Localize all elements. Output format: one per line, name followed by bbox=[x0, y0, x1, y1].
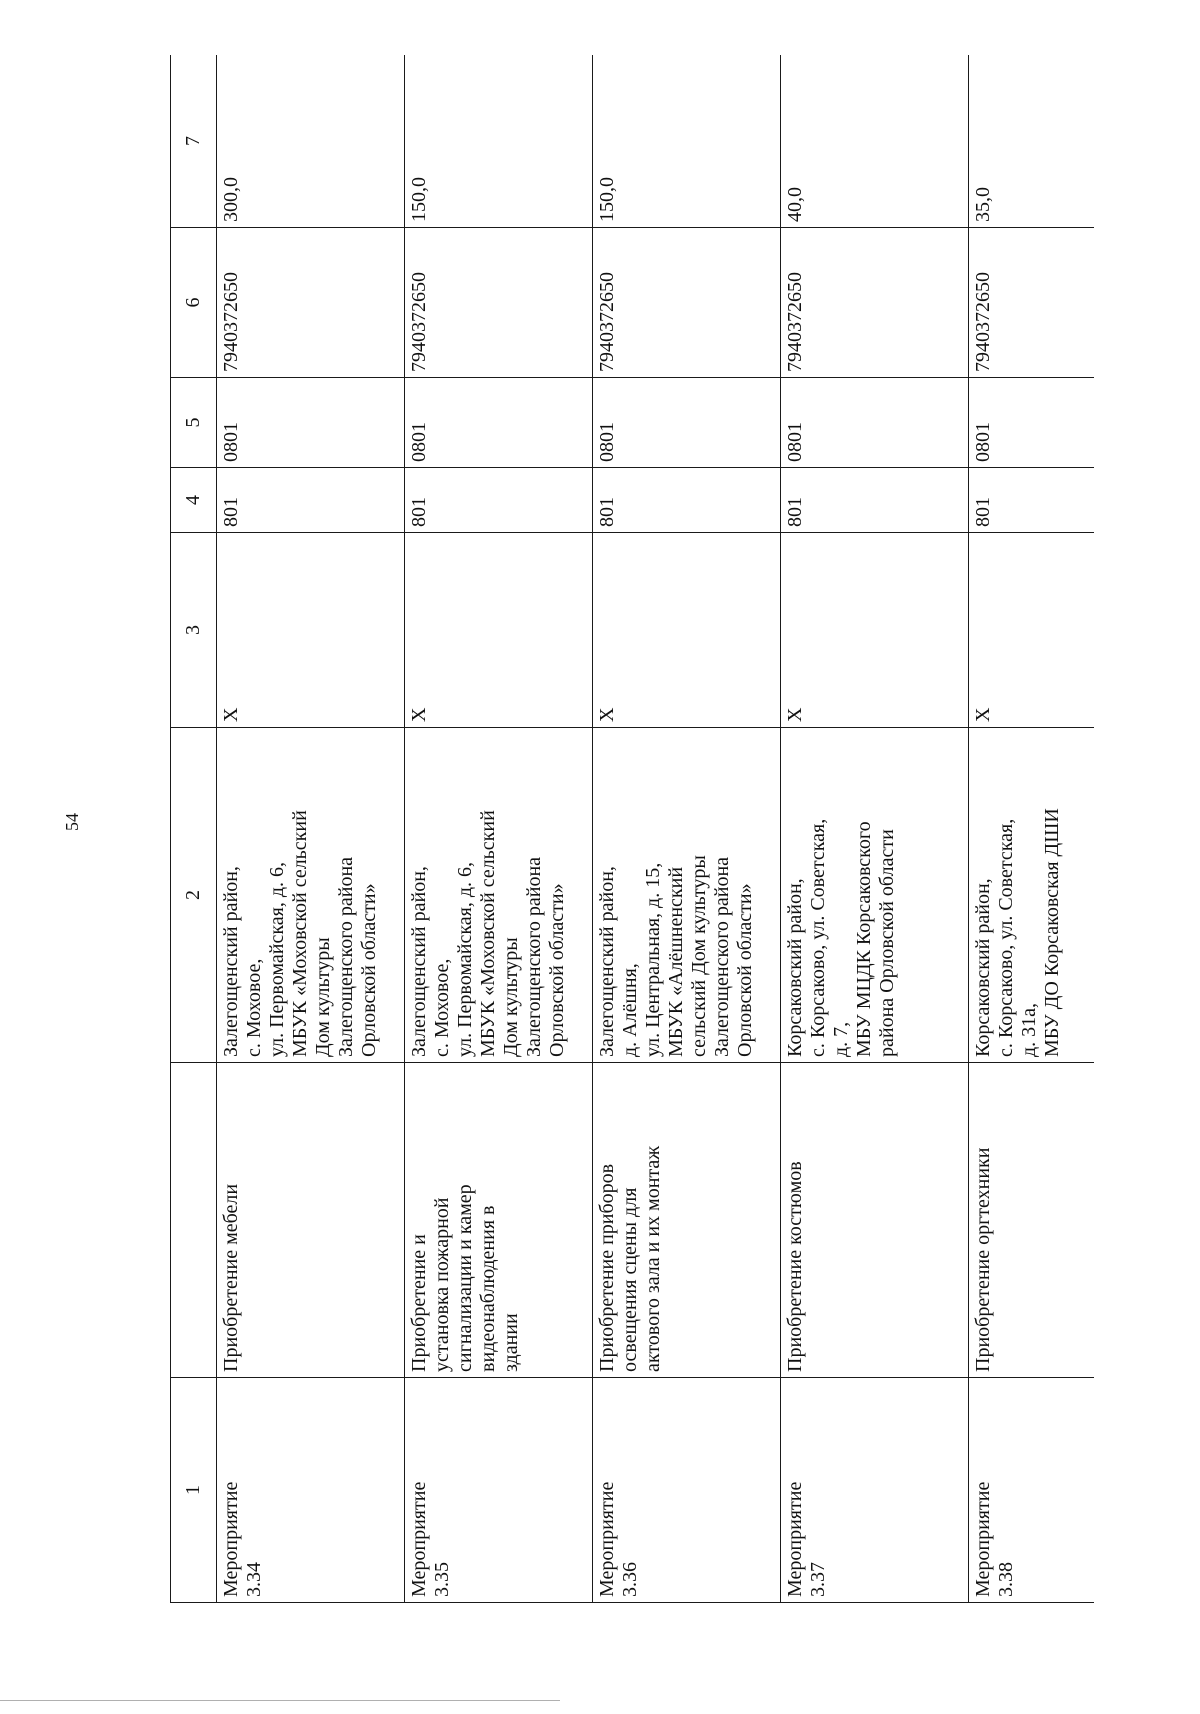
header-col-7: 7 bbox=[171, 55, 217, 228]
col4-cell: 801 bbox=[781, 468, 969, 533]
col3-cell: Х bbox=[217, 533, 405, 728]
header-col-4: 4 bbox=[171, 468, 217, 533]
col5-cell: 0801 bbox=[405, 378, 593, 468]
event-cell: Мероприятие 3.37 bbox=[781, 1378, 969, 1603]
event-cell: Мероприятие 3.34 bbox=[217, 1378, 405, 1603]
table-row bbox=[969, 55, 1095, 1603]
location-cell: Корсаковский район, с. Корсаково, ул. Советская, д. 7, МБУ МЦДК Корсаковского района Орловской области bbox=[781, 728, 969, 1063]
budget-table-frame bbox=[170, 55, 1094, 1603]
header-col-3: 3 bbox=[171, 533, 217, 728]
location-cell: Корсаковский район, с. Корсаково, ул. Советская, д. 31а, МБУ ДО Корсаковская ДШИ bbox=[969, 728, 1095, 1063]
col4-cell: 801 bbox=[969, 468, 1095, 533]
col5-cell: 0801 bbox=[969, 378, 1095, 468]
col3-cell: Х bbox=[593, 533, 781, 728]
header-col-2: 2 bbox=[171, 728, 217, 1063]
table-row bbox=[217, 55, 405, 1603]
col6-cell: 7940372650 bbox=[593, 228, 781, 378]
header-row bbox=[171, 55, 217, 1603]
description-cell: Приобретение приборов освещения сцены для актового зала и их монтаж bbox=[593, 1063, 781, 1378]
amount-cell: 35,0 bbox=[969, 55, 1095, 228]
col6-cell: 7940372650 bbox=[781, 228, 969, 378]
col5-cell: 0801 bbox=[217, 378, 405, 468]
location-cell: Залегощенский район, д. Алёшня, ул. Центральная, д. 15, МБУК «Алёшненский сельский Дом культуры Залегощенского района Орловской области» bbox=[593, 728, 781, 1063]
col6-cell: 7940372650 bbox=[217, 228, 405, 378]
col5-cell: 0801 bbox=[781, 378, 969, 468]
location-cell: Залегощенский район, с. Моховое, ул. Первомайская, д. 6, МБУК «Моховской сельский Дом культуры Залегощенского района Орловской области» bbox=[217, 728, 405, 1063]
amount-cell: 40,0 bbox=[781, 55, 969, 228]
description-cell: Приобретение костюмов bbox=[781, 1063, 969, 1378]
table-row bbox=[593, 55, 781, 1603]
col3-cell: Х bbox=[405, 533, 593, 728]
header-col-6: 6 bbox=[171, 228, 217, 378]
col6-cell: 7940372650 bbox=[405, 228, 593, 378]
col3-cell: Х bbox=[781, 533, 969, 728]
col4-cell: 801 bbox=[405, 468, 593, 533]
table-row bbox=[405, 55, 593, 1603]
amount-cell: 150,0 bbox=[405, 55, 593, 228]
location-cell: Залегощенский район, с. Моховое, ул. Первомайская, д. 6, МБУК «Моховской сельский Дом культуры Залегощенского района Орловской области» bbox=[405, 728, 593, 1063]
col6-cell: 7940372650 bbox=[969, 228, 1095, 378]
header-col-1b bbox=[171, 1063, 217, 1378]
description-cell: Приобретение и установка пожарной сигнализации и камер видеонаблюдения в здании bbox=[405, 1063, 593, 1378]
page-number: 54 bbox=[62, 813, 82, 831]
budget-table bbox=[170, 55, 1094, 1603]
col4-cell: 801 bbox=[593, 468, 781, 533]
description-cell: Приобретение мебели bbox=[217, 1063, 405, 1378]
col3-cell: Х bbox=[969, 533, 1095, 728]
table-row bbox=[781, 55, 969, 1603]
scan-edge-rule bbox=[0, 1700, 560, 1701]
header-col-5: 5 bbox=[171, 378, 217, 468]
col4-cell: 801 bbox=[217, 468, 405, 533]
col5-cell: 0801 bbox=[593, 378, 781, 468]
event-cell: Мероприятие 3.38 bbox=[969, 1378, 1095, 1603]
event-cell: Мероприятие 3.35 bbox=[405, 1378, 593, 1603]
event-cell: Мероприятие 3.36 bbox=[593, 1378, 781, 1603]
amount-cell: 150,0 bbox=[593, 55, 781, 228]
amount-cell: 300,0 bbox=[217, 55, 405, 228]
header-col-1: 1 bbox=[171, 1378, 217, 1603]
description-cell: Приобретение оргтехники bbox=[969, 1063, 1095, 1378]
